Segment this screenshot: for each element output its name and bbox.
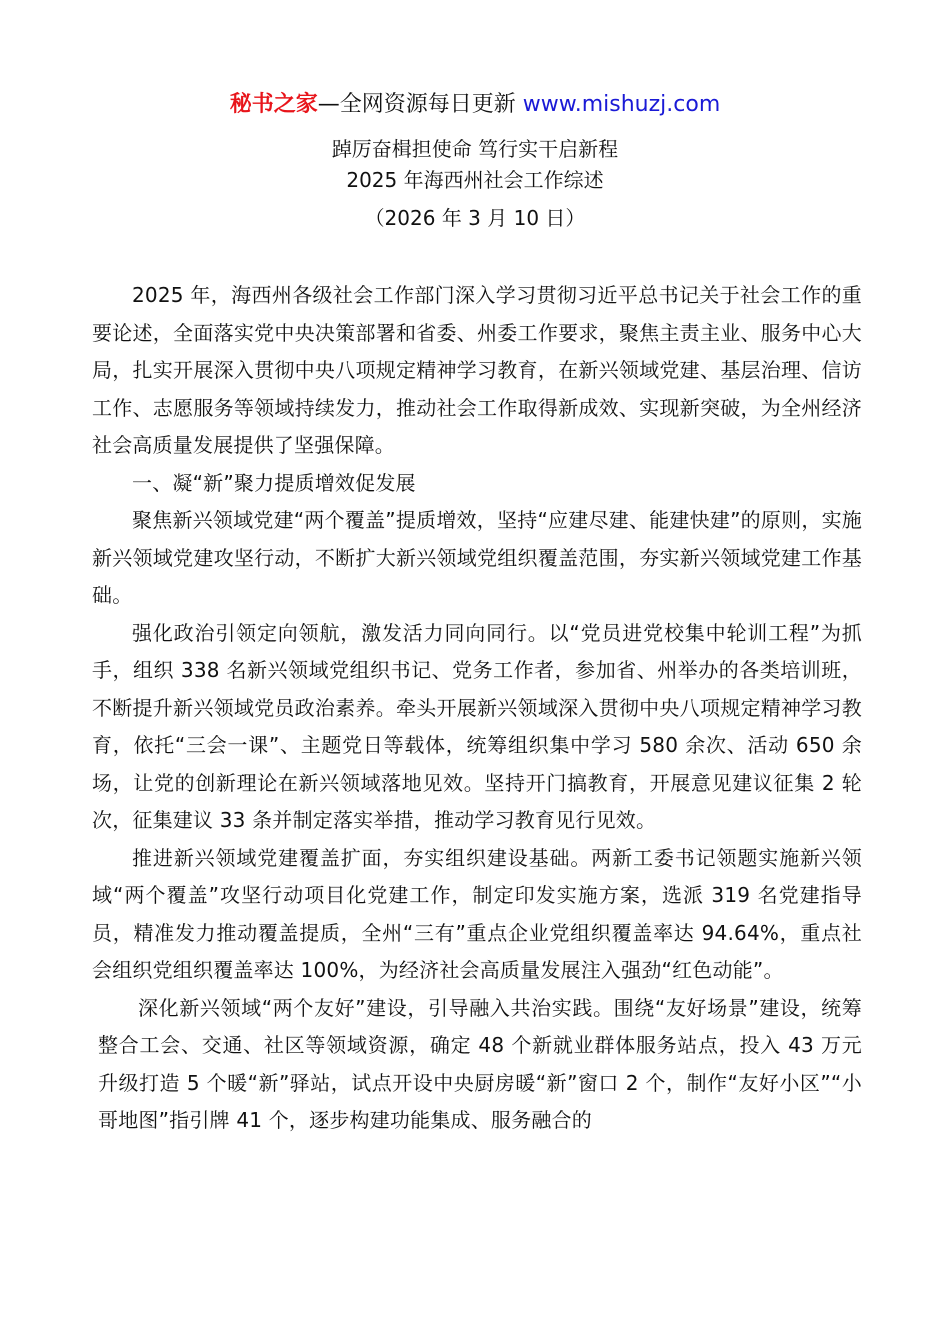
paragraph: 深化新兴领域“两个友好”建设，引导融入共治实践。围绕“友好场景”建设，统筹整合工会、交通、社区等领域资源，确定 48 个新就业群体服务站点，投入 43 万元升级打造 5 个暖“新”驿站，试点开设中央厨房暖“新”窗口 2 个，制作“友好小区”“小哥地图”指引牌 41 个，逐步构建功能集成、服务融合的: [98, 995, 862, 1132]
document-date: （2026 年 3 月 10 日）: [364, 206, 586, 230]
document-body: [92, 277, 862, 1140]
paragraph-intro: 2025 年，海西州各级社会工作部门深入学习贯彻习近平总书记关于社会工作的重要论述，全面落实党中央决策部署和省委、州委工作要求，聚焦主责主业、服务中心大局，扎实开展深入贯彻中央八项规定精神学习教育，在新兴领域党建、基层治理、信访工作、志愿服务等领域持续发力，推动社会工作取得新成效、实现新突破，为全州经济社会高质量发展提供了坚强保障。: [92, 283, 862, 457]
site-url-link[interactable]: www.mishuzj.com: [522, 92, 721, 117]
site-header: [0, 88, 950, 122]
paragraph: 聚焦新兴领域党建“两个覆盖”提质增效，坚持“应建尽建、能建快建”的原则，实施新兴领域党建攻坚行动，不断扩大新兴领域党组织覆盖范围，夯实新兴领域党建工作基础。: [92, 508, 862, 607]
document-title-line2: 2025 年海西州社会工作综述: [346, 168, 604, 192]
document-title-line1: 踔厉奋楫担使命 笃行实干启新程: [331, 137, 619, 161]
paragraph: 推进新兴领域党建覆盖扩面，夯实组织建设基础。两新工委书记领题实施新兴领域“两个覆盖”攻坚行动项目化党建工作，制定印发实施方案，选派 319 名党建指导员，精准发力推动覆盖提质，全州“三有”重点企业党组织覆盖率达 94.64%，重点社会组织党组织覆盖率达 100%，为经济社会高质量发展注入强劲“红色动能”。: [92, 845, 862, 982]
site-brand: 秘书之家: [229, 92, 318, 117]
paragraph: 强化政治引领定向领航，激发活力同向同行。以“党员进党校集中轮训工程”为抓手，组织 338 名新兴领域党组织书记、党务工作者，参加省、州举办的各类培训班，不断提升新兴领域党员政治素养。牵头开展新兴领域深入贯彻中央八项规定精神学习教育，依托“三会一课”、主题党日等载体，统筹组织集中学习 580 余次、活动 650 余场，让党的创新理论在新兴领域落地见效。坚持开门搞教育，开展意见建议征集 2 轮次，征集建议 33 条并制定落实举措，推动学习教育见行见效。: [92, 620, 862, 832]
site-tagline: —全网资源每日更新: [317, 92, 523, 117]
section-heading-1: 一、凝“新”聚力提质增效促发展: [132, 470, 416, 495]
